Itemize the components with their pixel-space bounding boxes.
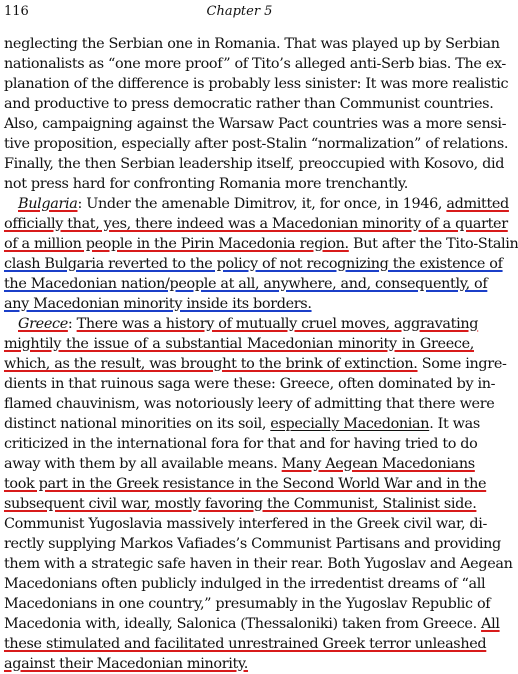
highlighted-text: against their Macedonian minority. bbox=[4, 656, 249, 672]
text-line bbox=[4, 414, 480, 434]
text-line bbox=[4, 654, 474, 674]
text-line: Communist Yugoslavia massively interfered in the Greek civil war, di- bbox=[4, 516, 488, 532]
text-line: tive proposition, especially after post-Stalin “normalization” of relations. bbox=[4, 136, 509, 152]
highlighted-text: Many Aegean Macedonians bbox=[281, 456, 475, 472]
blue-highlighted-text: clash Bulgaria reverted to the policy of not recognizing the existence of bbox=[4, 256, 503, 272]
text-line bbox=[4, 354, 507, 374]
text-line: planation of the difference is probably less sinister: It was more realistic bbox=[4, 76, 509, 92]
text-line bbox=[4, 454, 474, 474]
highlighted-text: There was a history of mutually cruel moves, aggravating bbox=[76, 316, 479, 332]
text-run: : Under the amenable Dimitrov, it, for once, in 1946, bbox=[77, 196, 447, 212]
text-line bbox=[4, 214, 508, 234]
blue-highlighted-text: the Macedonian nation/people at all, anywhere, and, consequently, of bbox=[4, 276, 488, 292]
highlighted-text: of a million people in the Pirin Macedonia region. bbox=[4, 236, 349, 252]
text-line bbox=[4, 314, 479, 334]
page-number: 116 bbox=[4, 4, 29, 19]
text-run: Some ingre- bbox=[417, 356, 507, 372]
underlined-text: especially Macedonian bbox=[270, 416, 430, 432]
text-line: nationalists as “one more proof” of Tito’s alleged anti-Serb bias. The ex- bbox=[4, 56, 506, 72]
highlighted-text: subsequent civil war, mostly favoring the Communist, Stalinist side. bbox=[4, 496, 477, 512]
text-line: and productive to press democratic rather than Communist countries. bbox=[4, 96, 494, 112]
text-line: rectly supplying Markos Vafiades’s Communist Partisans and providing bbox=[4, 536, 501, 552]
highlighted-text: which, as the result, was brought to the brink of extinction. bbox=[4, 356, 418, 372]
highlighted-text: officially that, yes, there indeed was a Macedonian minority of a quarter bbox=[4, 216, 508, 232]
text-line: not press hard for confronting Romania more trenchantly. bbox=[4, 176, 408, 192]
text-line: criticized in the international fora for that and for having tried to do bbox=[4, 436, 478, 452]
text-line bbox=[4, 334, 474, 354]
text-line: them with a strategic safe haven in their rear. Both Yugoslav and Aegean bbox=[4, 556, 513, 572]
text-run: away with them by all available means. bbox=[4, 456, 282, 472]
text-line: Also, campaigning against the Warsaw Pact countries was a more sensi- bbox=[4, 116, 507, 132]
text-line: neglecting the Serbian one in Romania. That was played up by Serbian bbox=[4, 36, 500, 52]
highlighted-text: mightily the issue of a substantial Macedonian minority in Greece, bbox=[4, 336, 474, 352]
text-run: : bbox=[67, 316, 77, 332]
text-line bbox=[4, 254, 503, 274]
text-line bbox=[4, 234, 518, 254]
text-line: Finally, the then Serbian leadership itself, preoccupied with Kosovo, did bbox=[4, 156, 505, 172]
text-line: flamed chauvinism, was notoriously leery of admitting that there were bbox=[4, 396, 495, 412]
chapter-title: Chapter 5 bbox=[206, 4, 273, 19]
highlighted-text: these stimulated and facilitated unrestrained Greek terror unleashed bbox=[4, 636, 487, 652]
text-line bbox=[4, 274, 488, 294]
text-line bbox=[4, 634, 487, 654]
text-run: distinct national minorities on its soil, bbox=[4, 416, 271, 432]
text-line: Macedonians in one country,” presumably in the Yugoslav Republic of bbox=[4, 596, 491, 612]
text-line bbox=[4, 474, 487, 494]
text-line bbox=[4, 614, 500, 634]
blue-highlighted-text: any Macedonian minority inside its borders. bbox=[4, 296, 312, 312]
text-run: Macedonia with, ideally, Salonica (Thessaloniki) taken from Greece. bbox=[4, 616, 482, 632]
text-line: Macedonians often publicly indulged in the irredentist dreams of “all bbox=[4, 576, 486, 592]
highlighted-text: took part in the Greek resistance in the Second World War and in the bbox=[4, 476, 487, 492]
text-run: But after the Tito-Stalin bbox=[348, 236, 518, 252]
text-line bbox=[4, 494, 477, 514]
country-heading-bulgaria: Bulgaria bbox=[18, 196, 78, 212]
page-body bbox=[4, 34, 518, 674]
page-header bbox=[4, 3, 475, 21]
highlighted-text: All bbox=[481, 616, 500, 632]
highlighted-text: admitted bbox=[446, 196, 509, 212]
country-heading-greece: Greece bbox=[18, 316, 68, 332]
text-line: dients in that ruinous saga were these: Greece, often dominated by in- bbox=[4, 376, 496, 392]
text-line bbox=[4, 294, 474, 314]
text-line bbox=[4, 194, 509, 214]
text-run: . It was bbox=[429, 416, 480, 432]
